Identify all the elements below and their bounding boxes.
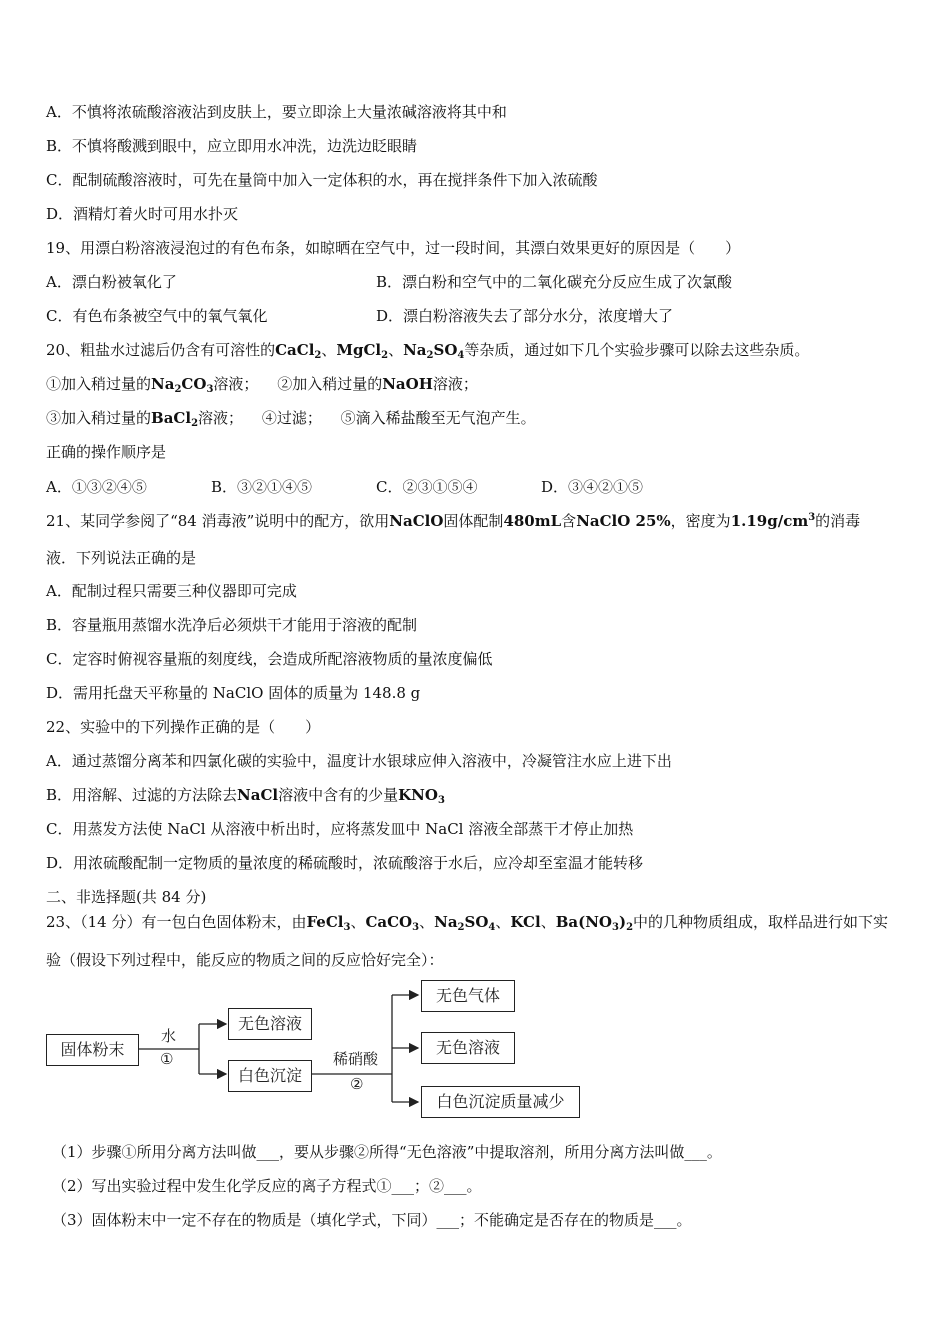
q23-sub2: （2）写出实验过程中发生化学反应的离子方程式①___；②___。 (52, 1177, 482, 1195)
formula-bacl2 (151, 409, 198, 427)
diagram-box-precipitate-reduced: 白色沉淀质量减少 (421, 1086, 580, 1118)
q21-density (731, 512, 815, 530)
q20-step1-post: 溶液； (213, 375, 259, 393)
diagram-label-nitric-acid: 稀硝酸 (333, 1050, 379, 1068)
formula-cacl2 (275, 341, 321, 359)
q20-stem (46, 340, 910, 360)
q20-step3-pre: ③加入稍过量的 (46, 409, 152, 427)
q19-option-c: C．有色布条被空气中的氧气氧化 (46, 307, 268, 325)
separator: 、 (495, 913, 511, 931)
diagram-label-step1: ① (160, 1050, 174, 1068)
formula-kno3-base: KNO (398, 786, 438, 804)
q22-option-b-pre: B．用溶解、过滤的方法除去 (46, 786, 238, 804)
formula-na2co3 (151, 375, 213, 393)
q19-row2 (46, 306, 910, 326)
formula-na2co3-sub2: 2 (174, 384, 182, 395)
q21-stem-mid4: 含 (561, 512, 577, 530)
q19-option-b: B．漂白粉和空气中的二氧化碳充分反应生成了次氯酸 (376, 273, 733, 291)
formula-na2so4-q23-sub4: 4 (488, 922, 496, 933)
q21-volume: 480mL (503, 512, 562, 530)
q19-option-a: A．漂白粉被氧化了 (46, 273, 177, 291)
q20-step4: ④过滤； (261, 409, 322, 427)
q20-option-b: B．③②①④⑤ (211, 478, 313, 496)
formula-naclo: NaClO (389, 512, 444, 530)
q18-option-a: A．不慎将浓硫酸溶液沾到皮肤上，要立即涂上大量浓碱溶液将其中和 (46, 103, 507, 121)
q20-options (46, 477, 910, 497)
q23-sub3: （3）固体粉末中一定不存在的物质是（填化学式，下同）___；不能确定是否存在的物质是___。 (52, 1211, 692, 1229)
formula-na2so4-q23 (434, 913, 495, 931)
q22-stem: 22、实验中的下列操作正确的是（ ） (46, 718, 321, 736)
q21-density-base: 1.19g/cm (730, 512, 809, 530)
formula-na2so4-sub4: 4 (457, 350, 465, 361)
q20-step3-post: 溶液； (198, 409, 244, 427)
formula-fecl3-base: FeCl (306, 913, 344, 931)
formula-naoh: NaOH (382, 375, 433, 393)
q23-stem-pre: 23、（14 分）有一包白色固体粉末，由 (46, 913, 307, 931)
formula-nacl: NaCl (237, 786, 279, 804)
separator: 、 (321, 341, 337, 359)
q18-option-c: C．配制硫酸溶液时，可先在量筒中加入一定体积的水，再在搅拌条件下加入浓硫酸 (46, 171, 598, 189)
formula-bano32 (556, 913, 633, 931)
formula-bacl2-base: BaCl (151, 409, 192, 427)
q22-option-d: D．用浓硫酸配制一定物质的量浓度的稀硫酸时，浓硫酸溶于水后，应冷却至室温才能转移 (46, 854, 644, 872)
q20-steps-row2 (46, 408, 910, 428)
formula-bano32-b: ) (618, 913, 627, 931)
q21-option-d: D．需用托盘天平称量的 NaClO 固体的质量为 148.8 g (46, 684, 421, 702)
formula-na2so4-q23-a: Na (434, 913, 458, 931)
q20-option-a: A．①③②④⑤ (46, 478, 147, 496)
formula-caco3-base: CaCO (365, 913, 413, 931)
q21-stem-line1 (46, 511, 910, 531)
q22-option-b-mid: 溶液中含有的少量 (278, 786, 399, 804)
diagram-box-precipitate: 白色沉淀 (228, 1060, 312, 1092)
formula-cacl2-sub: 2 (314, 350, 322, 361)
formula-na2so4-q23-sub2: 2 (457, 922, 465, 933)
formula-na2so4-q23-b: SO (464, 913, 489, 931)
q18-option-b: B．不慎将酸溅到眼中，应立即用水冲洗，边洗边眨眼睛 (46, 137, 418, 155)
formula-na2co3-b: CO (181, 375, 207, 393)
diagram-box-solution: 无色溶液 (228, 1008, 312, 1040)
formula-cacl2-base: CaCl (275, 341, 315, 359)
formula-kno3-sub: 3 (437, 795, 445, 806)
separator: 、 (388, 341, 404, 359)
diagram-box-solution2: 无色溶液 (421, 1032, 515, 1064)
q20-step2-post: 溶液； (432, 375, 478, 393)
q20-step1-pre: ①加入稍过量的 (46, 375, 152, 393)
formula-mgcl2-sub: 2 (381, 350, 389, 361)
formula-na2co3-a: Na (151, 375, 175, 393)
diagram-box-gas: 无色气体 (421, 980, 515, 1012)
formula-bano32-sub3: 3 (611, 922, 619, 933)
formula-fecl3-sub: 3 (343, 922, 351, 933)
q19-stem: 19、用漂白粉溶液浸泡过的有色布条，如晾晒在空气中，过一段时间，其漂白效果更好的原因是（ ） (46, 239, 741, 257)
q21-density-sup: 3 (808, 512, 816, 523)
q20-step5: ⑤滴入稀盐酸至无气泡产生。 (340, 409, 536, 427)
q21-stem-post: 的消毒 (815, 512, 861, 530)
formula-bano32-sub2: 2 (626, 922, 634, 933)
q21-option-a: A．配制过程只需要三种仪器即可完成 (46, 582, 297, 600)
q19-row1 (46, 272, 910, 292)
formula-na2so4-a: Na (403, 341, 427, 359)
q23-sub1: （1）步骤①所用分离方法叫做___，要从步骤②所得“无色溶液”中提取溶剂，所用分离方法叫做___。 (52, 1143, 722, 1161)
q22-option-a: A．通过蒸馏分离苯和四氯化碳的实验中，温度计水银球应伸入溶液中，冷凝管注水应上进下出 (46, 752, 672, 770)
q20-steps-row1 (46, 374, 910, 394)
q21-option-b: B．容量瓶用蒸馏水洗净后必须烘干才能用于溶液的配制 (46, 616, 418, 634)
diagram-box-start: 固体粉末 (46, 1034, 139, 1066)
formula-na2so4 (403, 341, 464, 359)
q23-stem-line2: 验（假设下列过程中，能反应的物质之间的反应恰好完全）： (46, 951, 444, 969)
q22-option-b (46, 785, 910, 805)
q23-stem-post: 中的几种物质组成，取样品进行如下实 (633, 913, 889, 931)
separator: 、 (350, 913, 366, 931)
q21-concentration: NaClO 25% (576, 512, 671, 530)
formula-mgcl2-base: MgCl (336, 341, 382, 359)
q23-stem-line1 (46, 912, 910, 932)
formula-na2so4-sub2: 2 (426, 350, 434, 361)
section-title: 二、非选择题(共 84 分) (46, 888, 207, 906)
formula-mgcl2 (336, 341, 388, 359)
formula-caco3-sub: 3 (412, 922, 420, 933)
q21-stem-line2: 液．下列说法正确的是 (46, 549, 197, 567)
flow-diagram (44, 978, 604, 1128)
diagram-label-step2: ② (350, 1075, 364, 1093)
formula-kno3 (398, 786, 445, 804)
q20-stem-pre: 20、粗盐水过滤后仍含有可溶性的 (46, 341, 276, 359)
formula-na2co3-sub3: 3 (206, 384, 214, 395)
q21-stem-mid6: ，密度为 (670, 512, 731, 530)
diagram-label-water: 水 (161, 1027, 177, 1045)
formula-fecl3 (306, 913, 350, 931)
q21-option-c: C．定容时俯视容量瓶的刻度线，会造成所配溶液物质的量浓度偏低 (46, 650, 493, 668)
q22-option-c: C．用蒸发方法使 NaCl 从溶液中析出时，应将蒸发皿中 NaCl 溶液全部蒸干才停止加热 (46, 820, 634, 838)
q21-stem-mid2: 固体配制 (443, 512, 504, 530)
formula-kcl: KCl (510, 913, 541, 931)
separator: 、 (540, 913, 556, 931)
q19-option-d: D．漂白粉溶液失去了部分水分，浓度增大了 (376, 307, 674, 325)
separator: 、 (419, 913, 435, 931)
q18-option-d: D．酒精灯着火时可用水扑灭 (46, 205, 239, 223)
q21-stem-pre: 21、某同学参阅了“84 消毒液”说明中的配方，欲用 (46, 512, 390, 530)
q20-step2-pre: ②加入稍过量的 (277, 375, 383, 393)
formula-bacl2-sub: 2 (191, 418, 199, 429)
q20-prompt: 正确的操作顺序是 (46, 443, 167, 461)
formula-na2so4-b: SO (433, 341, 458, 359)
q20-option-d: D．③④②①⑤ (541, 478, 644, 496)
formula-caco3 (365, 913, 419, 931)
q20-stem-post: 等杂质，通过如下几个实验步骤可以除去这些杂质。 (464, 341, 810, 359)
q20-option-c: C．②③①⑤④ (376, 478, 478, 496)
formula-bano32-a: Ba(NO (555, 913, 612, 931)
